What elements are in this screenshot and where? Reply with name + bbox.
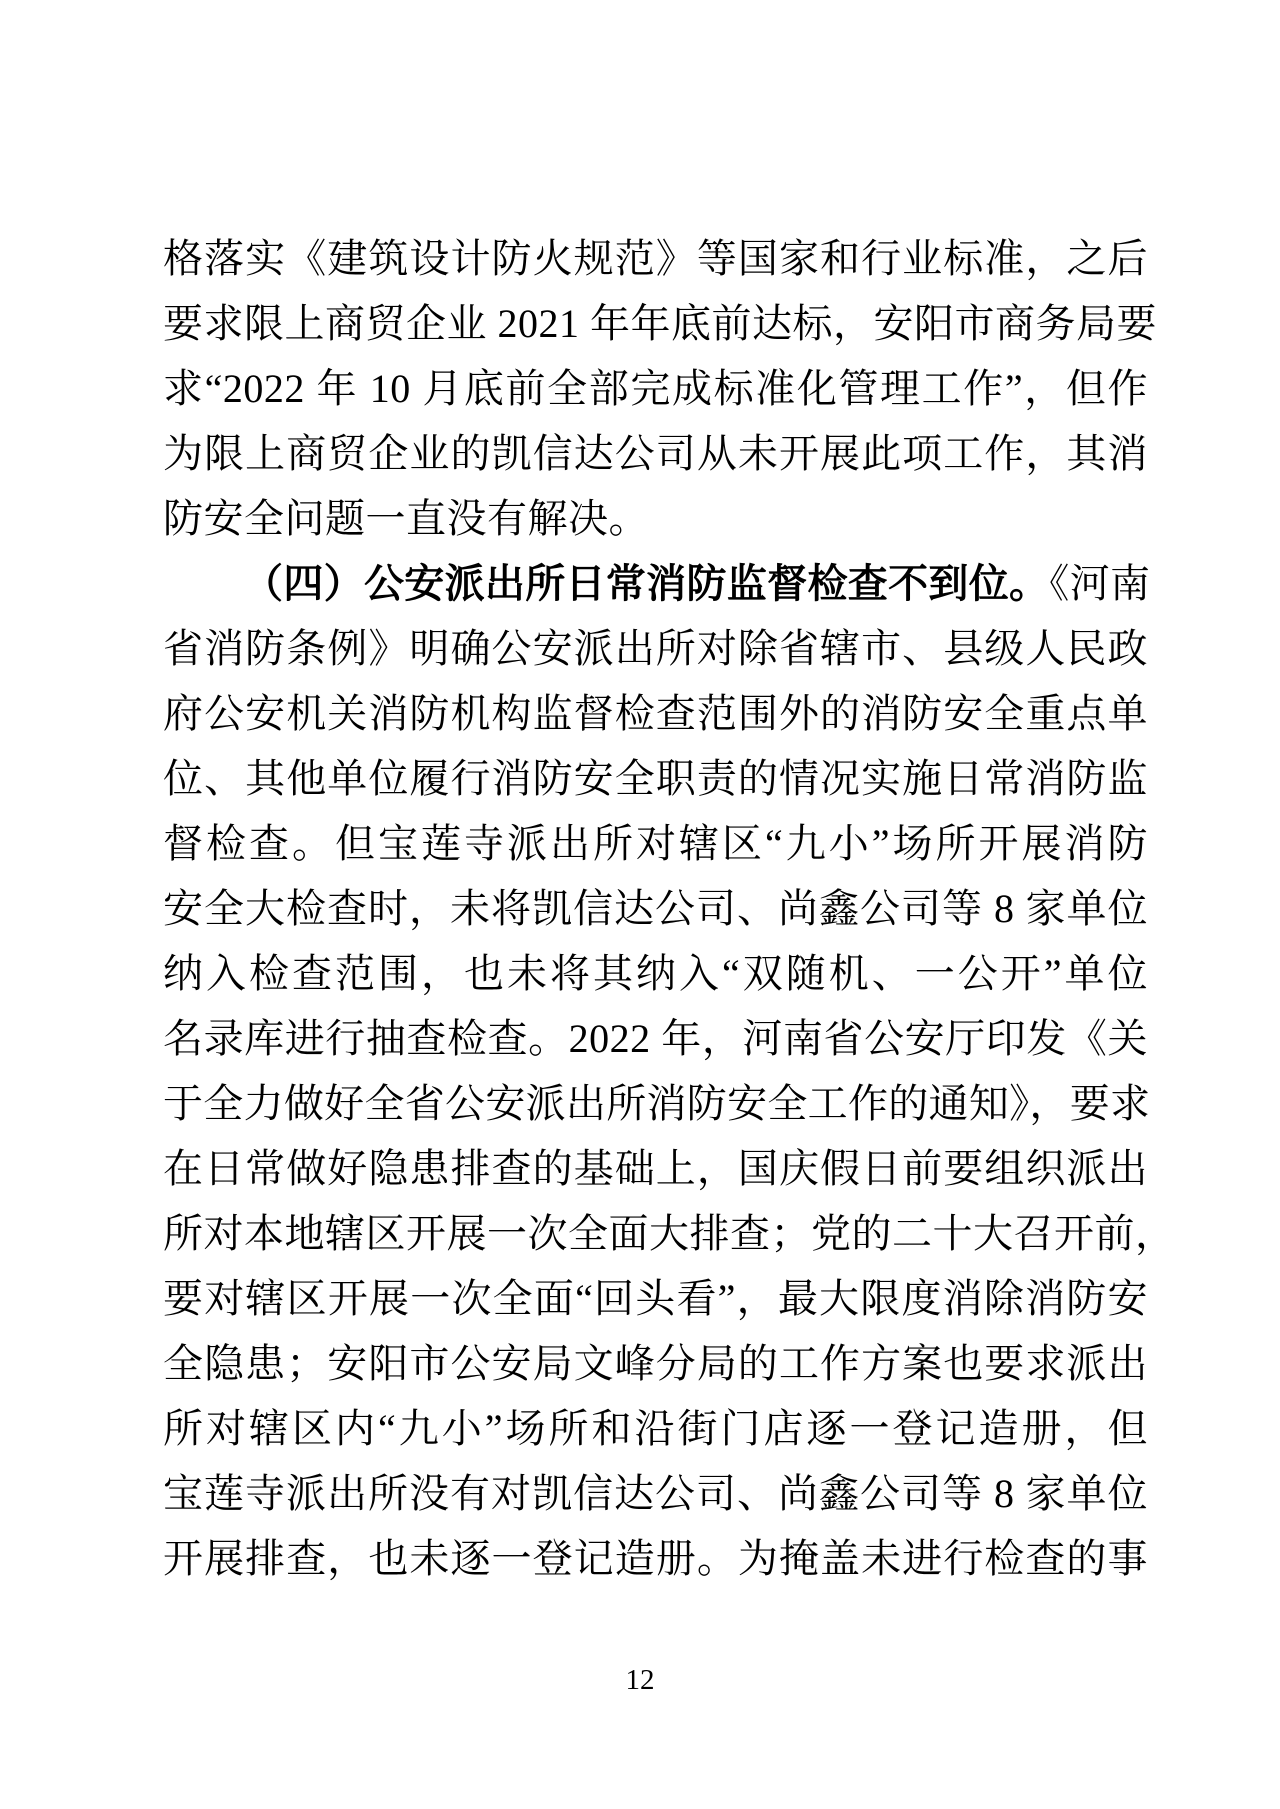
body-line-section-heading bbox=[163, 551, 1148, 616]
body-line: 开展排查，也未逐一登记造册。为掩盖未进行检查的事 bbox=[163, 1536, 1148, 1581]
body-line: 为限上商贸企业的凯信达公司从未开展此项工作，其消 bbox=[163, 431, 1148, 476]
body-line: 省消防条例》明确公安派出所对除省辖市、县级人民政 bbox=[163, 626, 1148, 671]
body-line: 名录库进行抽查检查。2022 年，河南省公安厅印发《关 bbox=[163, 1016, 1148, 1061]
body-line: 防安全问题一直没有解决。 bbox=[163, 496, 649, 541]
body-line: 纳入检查范围，也未将其纳入“双随机、一公开”单位 bbox=[163, 951, 1148, 996]
body-line: 在日常做好隐患排查的基础上，国庆假日前要组织派出 bbox=[163, 1146, 1148, 1191]
body-line: 安全大检查时，未将凯信达公司、尚鑫公司等 8 家单位 bbox=[163, 886, 1148, 931]
body-line: 督检查。但宝莲寺派出所对辖区“九小”场所开展消防 bbox=[163, 821, 1148, 866]
body-line: 要求限上商贸企业 2021 年年底前达标，安阳市商务局要 bbox=[163, 301, 1157, 346]
body-line: 所对辖区内“九小”场所和沿街门店逐一登记造册，但 bbox=[163, 1406, 1148, 1451]
body-line: 格落实《建筑设计防火规范》等国家和行业标准，之后 bbox=[163, 236, 1148, 281]
body-line: 全隐患；安阳市公安局文峰分局的工作方案也要求派出 bbox=[163, 1341, 1148, 1386]
section-heading-rest-text: 《河南 bbox=[1049, 561, 1149, 606]
page-number: 12 bbox=[625, 1664, 655, 1696]
body-text bbox=[163, 226, 1176, 1591]
body-line: 求“2022 年 10 月底前全部完成标准化管理工作”，但作 bbox=[163, 366, 1148, 411]
body-line: 位、其他单位履行消防安全职责的情况实施日常消防监 bbox=[163, 756, 1148, 801]
body-line: 所对本地辖区开展一次全面大排查；党的二十大召开前， bbox=[163, 1211, 1176, 1256]
body-line: 宝莲寺派出所没有对凯信达公司、尚鑫公司等 8 家单位 bbox=[163, 1471, 1148, 1516]
section-heading-bold-text: （四）公安派出所日常消防监督检查不到位。 bbox=[243, 561, 1050, 606]
body-line: 要对辖区开展一次全面“回头看”，最大限度消除消防安 bbox=[163, 1276, 1148, 1321]
body-line: 府公安机关消防机构监督检查范围外的消防安全重点单 bbox=[163, 691, 1148, 736]
body-line: 于全力做好全省公安派出所消防安全工作的通知》，要求 bbox=[163, 1081, 1148, 1126]
